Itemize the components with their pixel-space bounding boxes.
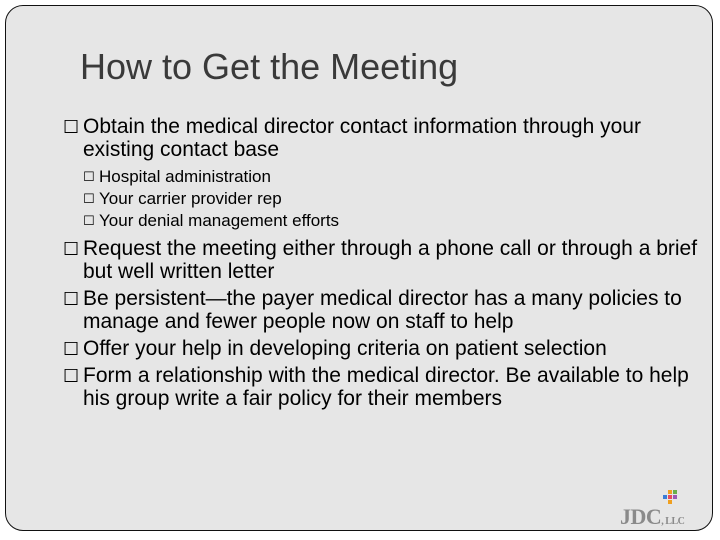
bullet-text: Obtain the medical director contact information through your existing contact base — [83, 115, 641, 161]
checkbox-icon: ☐ — [63, 239, 80, 260]
bullet-list — [63, 115, 703, 410]
bullet-item — [63, 287, 703, 333]
logo-name: JDC — [620, 504, 662, 529]
sub-bullet-text: Hospital administration — [99, 167, 271, 186]
company-logo — [620, 490, 700, 530]
bullet-item — [63, 364, 703, 410]
logo-dot — [668, 490, 672, 494]
checkbox-icon: ☐ — [83, 214, 95, 229]
checkbox-icon: ☐ — [83, 192, 95, 207]
bullet-item — [63, 115, 703, 161]
checkbox-icon: ☐ — [63, 289, 80, 310]
logo-text — [620, 504, 684, 530]
bullet-text: Form a relationship with the medical director. Be available to help his group write a fair policy for their members — [83, 364, 689, 410]
logo-dot — [668, 495, 672, 499]
logo-dot — [673, 490, 677, 494]
sub-bullet-item — [83, 188, 703, 210]
sub-bullet-text: Your denial management efforts — [99, 211, 340, 230]
bullet-item — [63, 237, 703, 283]
sub-bullet-item — [83, 166, 703, 188]
checkbox-icon: ☐ — [63, 117, 80, 138]
slide-title: How to Get the Meeting — [80, 46, 459, 87]
bullet-text: Request the meeting either through a phone call or through a brief but well written letter — [83, 237, 698, 283]
checkbox-icon: ☐ — [63, 339, 80, 360]
logo-dot — [673, 495, 677, 499]
sub-bullet-item — [83, 210, 703, 232]
checkbox-icon: ☐ — [63, 366, 80, 387]
logo-suffix: , LLC — [661, 516, 685, 527]
bullet-item — [63, 337, 703, 360]
logo-dot — [663, 495, 667, 499]
bullet-text: Be persistent—the payer medical director has a many policies to manage and fewer people now on staff to help — [83, 287, 682, 333]
sub-bullet-text: Your carrier provider rep — [99, 189, 282, 208]
checkbox-icon: ☐ — [83, 170, 95, 185]
bullet-text: Offer your help in developing criteria on patient selection — [83, 337, 607, 360]
